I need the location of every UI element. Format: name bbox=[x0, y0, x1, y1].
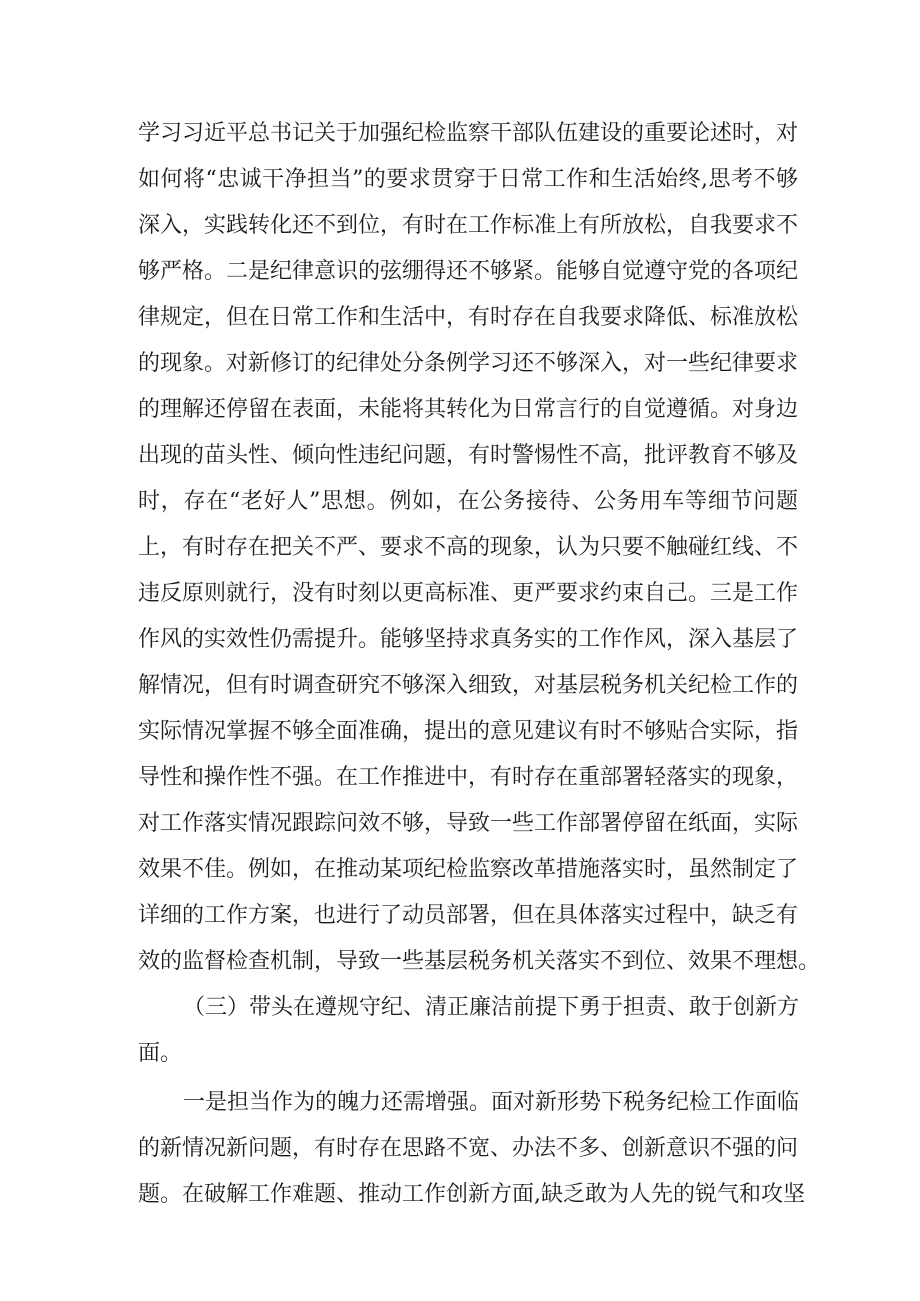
text-line: 的现象。对新修订的纪律处分条例学习还不够深入，对一些纪律要求 bbox=[138, 351, 799, 376]
section-heading: （三）带头在遵规守纪、清正廉洁前提下勇于担责、敢于创新方 bbox=[183, 995, 800, 1020]
paragraph-first-line: 一是担当作为的魄力还需增强。面对新形势下税务纪检工作面临 bbox=[183, 1090, 800, 1115]
text-line: 题。在破解工作难题、推动工作创新方面,缺乏敢为人先的锐气和攻坚 bbox=[138, 1182, 805, 1207]
text-line: 上，有时存在把关不严、要求不高的现象，认为只要不触碰红线、不 bbox=[138, 535, 799, 560]
section-heading-continuation: 面。 bbox=[138, 1041, 183, 1066]
text-line: 对工作落实情况跟踪问效不够，导致一些工作部署停留在纸面，实际 bbox=[138, 811, 799, 836]
text-line: 作风的实效性仍需提升。能够坚持求真务实的工作作风，深入基层了 bbox=[138, 627, 799, 652]
text-line: 效果不佳。例如，在推动某项纪检监察改革措施落实时，虽然制定了 bbox=[138, 857, 799, 882]
text-line: 导性和操作性不强。在工作推进中，有时存在重部署轻落实的现象， bbox=[138, 765, 799, 790]
text-line: 效的监督检查机制，导致一些基层税务机关落实不到位、效果不理想。 bbox=[138, 949, 821, 974]
text-line: 出现的苗头性、倾向性违纪问题，有时警惕性不高，批评教育不够及 bbox=[138, 443, 799, 468]
text-line: 违反原则就行，没有时刻以更高标准、更严要求约束自己。三是工作 bbox=[138, 581, 799, 606]
text-line: 深入，实践转化还不到位，有时在工作标准上有所放松，自我要求不 bbox=[138, 213, 799, 238]
text-line: 实际情况掌握不够全面准确，提出的意见建议有时不够贴合实际，指 bbox=[138, 719, 799, 744]
text-line: 学习习近平总书记关于加强纪检监察干部队伍建设的重要论述时，对 bbox=[138, 121, 799, 146]
text-line: 的理解还停留在表面，未能将其转化为日常言行的自觉遵循。对身边 bbox=[138, 397, 799, 422]
text-line: 如何将“忠诚干净担当”的要求贯穿于日常工作和生活始终,思考不够 bbox=[138, 167, 798, 192]
text-line: 详细的工作方案，也进行了动员部署，但在具体落实过程中，缺乏有 bbox=[138, 903, 799, 928]
text-line: 解情况，但有时调查研究不够深入细致，对基层税务机关纪检工作的 bbox=[138, 673, 799, 698]
text-line: 时，存在“老好人”思想。例如，在公务接待、公务用车等细节问题 bbox=[138, 489, 798, 514]
text-line: 律规定，但在日常工作和生活中，有时存在自我要求降低、标准放松 bbox=[138, 305, 799, 330]
text-line: 的新情况新问题，有时存在思路不宽、办法不多、创新意识不强的问 bbox=[138, 1136, 799, 1161]
text-line: 够严格。二是纪律意识的弦绷得还不够紧。能够自觉遵守党的各项纪 bbox=[138, 259, 799, 284]
